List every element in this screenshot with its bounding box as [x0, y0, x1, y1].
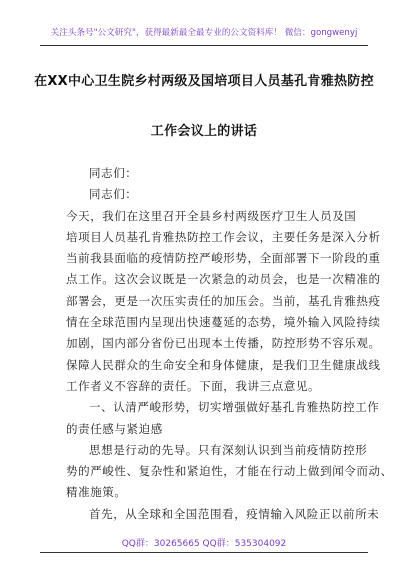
body-line: 工作者义不容辞的责任。下面，我讲三点意见。 — [66, 378, 321, 393]
body-line: 培项目人员基孔肯雅热防控工作会议，主要任务是深入分析 — [66, 229, 381, 244]
section-heading-1: 一、认清严峻形势，切实增强做好基孔肯雅热防控工作 — [89, 400, 380, 415]
footer-divider — [40, 552, 368, 553]
body-line: 部署会，更是一次压实责任的加压会。当前，基孔肯雅热疫 — [66, 293, 381, 308]
greeting: 同志们： — [89, 166, 138, 180]
body-line: 首先，从全球和全国范围看，疫情输入风险正以前所未 — [89, 506, 380, 521]
body-line: 点工作。这次会议既是一次紧急的动员会，也是一次精准的 — [66, 272, 381, 287]
document-title-line-1: 在XX中心卫生院乡村两级及国培项目人员基孔肯雅热防控 — [34, 74, 374, 89]
body-line: 加剧，国内部分省份已出现本土传播，防控形势不容乐观。 — [66, 336, 381, 351]
body-line: 精准施策。 — [66, 485, 127, 500]
body-line: 势的严峻性、复杂性和紧迫性，才能在行动上做到闻令而动、 — [66, 464, 393, 479]
body-line: 情在全球范围内呈现出快速蔓延的态势，境外输入风险持续 — [66, 315, 381, 330]
footer-contact: QQ群：30265665 QQ群：535304092 — [121, 539, 287, 549]
document-title-line-2: 工作会议上的讲话 — [150, 124, 258, 139]
document-body — [66, 163, 393, 525]
header-notice: 关注头条号"公文研究"，获得最新最全最专业的公文资料库！ 微信：gongwenyj — [50, 28, 358, 38]
body-line: 保障人民群众的生命安全和身体健康，是我们卫生健康战线 — [66, 357, 381, 372]
body-line: 今天，我们在这里召开全县乡村两级医疗卫生人员及国 — [66, 208, 357, 223]
body-line: 思想是行动的先导。只有深刻认识到当前疫情防控形 — [89, 442, 368, 457]
section-heading-1-cont: 的责任感与紧迫感 — [66, 421, 163, 436]
body-line: 同志们： — [89, 187, 138, 202]
header-divider — [40, 45, 368, 46]
body-line: 当前我县面临的疫情防控严峻形势，全面部署下一阶段的重 — [66, 251, 381, 266]
